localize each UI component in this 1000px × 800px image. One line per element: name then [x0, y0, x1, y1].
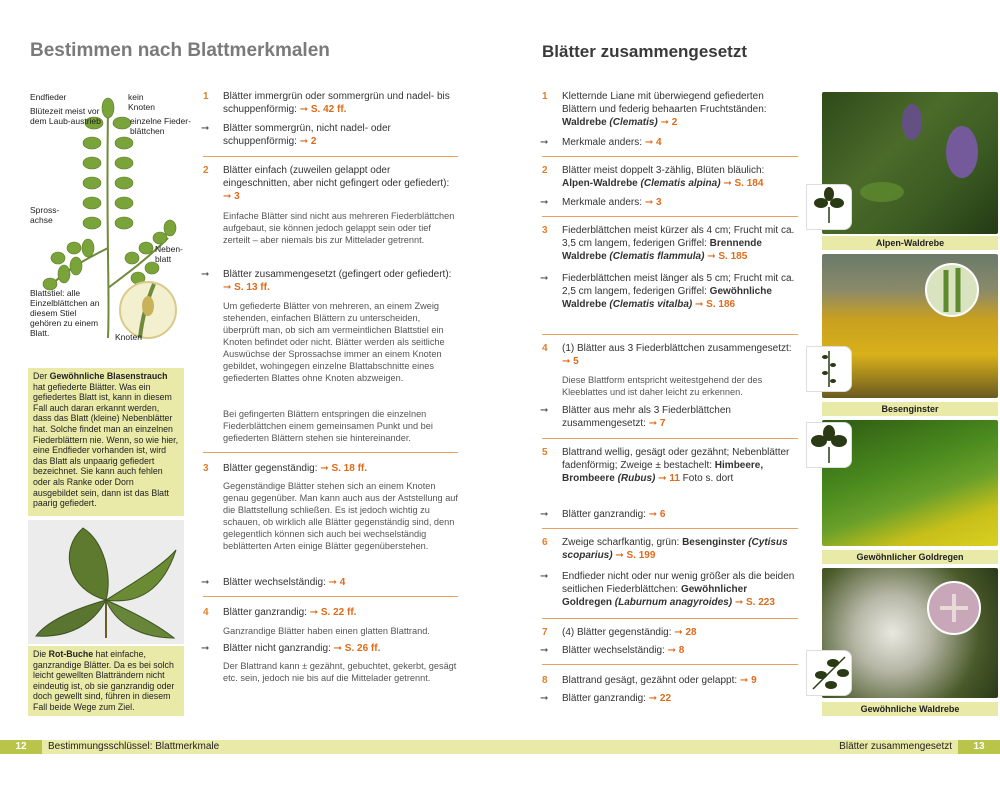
entry-text: Blätter ganzrandig:	[562, 693, 646, 704]
entry-text: Endfieder nicht oder nur wenig größer als die beiden seitlichen Fiederblättchen:	[562, 571, 795, 595]
caption-text: hat gefiederte Blätter. Was ein gefiedertes Blatt ist, kann in diesem Fall auch daran erkannt werden, dass das Blatt (kleine) Nebenblätter hat. Solche findet man an einzelnen Fiederblättern nie. Wenn, so wie hier, eine Endfieder vorhanden ist, wird das Blatt als unpaarig gefiedert bezeichnet. Sie kann auch fehlen oder als Ranke oder Dorn ausgebildet sein, dann ist das Blatt paarig gefiedert.	[33, 381, 179, 509]
entry-text: Blätter wechselständig:	[223, 577, 326, 588]
species-latin: (Rubus)	[617, 473, 656, 484]
entry-number: 3	[542, 225, 548, 236]
key-right	[542, 90, 798, 720]
divider	[203, 596, 458, 597]
divider	[542, 618, 798, 619]
entry-ref-link[interactable]: ➞ 2	[299, 136, 317, 147]
species-latin: (Cytisus scoparius)	[562, 537, 788, 561]
entry-number: 2	[203, 165, 209, 176]
entry-ref-link[interactable]: ➞ 4	[328, 577, 346, 588]
key-entry	[203, 164, 458, 204]
entry-text: Blätter immergrün oder sommergrün und nadel- bis schuppenförmig:	[223, 91, 450, 115]
key-entry	[542, 570, 798, 612]
entry-ref-link[interactable]: ➞ 3	[223, 191, 240, 202]
key-entry	[542, 508, 798, 522]
divider	[542, 334, 798, 335]
species-name: Gewöhnlicher Goldregen	[562, 584, 748, 608]
key-entry	[542, 644, 798, 658]
arrow-icon: ➞	[540, 509, 549, 520]
key-entry	[203, 642, 458, 658]
species-latin: (Clematis flammula)	[609, 251, 705, 262]
photo-caption: Gewöhnliche Waldrebe	[822, 702, 998, 716]
arrow-icon: ➞	[540, 405, 549, 416]
key-entry	[542, 674, 798, 688]
species-name: Himbeere, Brombeere	[562, 460, 764, 484]
entry-ref-link[interactable]: ➞ 6	[648, 509, 666, 520]
entry-ref-link[interactable]: ➞ 2	[660, 117, 678, 128]
entry-ref-link[interactable]: ➞ 7	[648, 418, 666, 429]
entry-ref-link[interactable]: ➞ S. 186	[695, 299, 736, 310]
photo-caption: Alpen-Waldrebe	[822, 236, 998, 250]
page-number-right: 13	[958, 740, 1000, 754]
rotbuche-photo	[28, 520, 184, 644]
species-name: Brennende Waldrebe	[562, 238, 762, 262]
entry-ref-link[interactable]: ➞ S. 223	[734, 597, 775, 608]
entry-text: Foto s. dort	[682, 473, 734, 484]
entry-number: 6	[542, 537, 548, 548]
leaf-icon-tab	[806, 184, 852, 230]
divider	[542, 664, 798, 665]
entry-ref-link[interactable]: ➞ S. 199	[615, 550, 656, 561]
entry-text: Blätter ganzrandig:	[562, 509, 646, 520]
label-sprossachse: Spross-achse	[30, 205, 60, 225]
key-entry	[203, 268, 458, 298]
species-name: Besenginster	[682, 537, 746, 548]
arrow-icon: ➞	[201, 123, 210, 134]
key-entry	[203, 462, 458, 478]
divider	[203, 156, 458, 157]
entry-ref-link[interactable]: ➞ 11	[658, 473, 680, 484]
trifoliate-leaf-icon	[807, 185, 851, 229]
entry-text: Fiederblättchen meist länger als 5 cm; Frucht mit ca. 2,5 cm langem, federigen Griffel:	[562, 273, 795, 297]
species-latin: (Laburnum anagyroides)	[614, 597, 733, 608]
divider	[542, 438, 798, 439]
key-entry	[203, 606, 458, 622]
key-entry	[542, 446, 798, 502]
entry-text: Blätter ganzrandig:	[223, 607, 307, 618]
species-name: Alpen-Waldrebe	[562, 178, 638, 189]
entry-ref-link[interactable]: ➞ S. 18 ff.	[320, 463, 368, 474]
key-entry	[542, 404, 798, 432]
entry-ref-link[interactable]: ➞ 8	[667, 645, 685, 656]
entry-text: Blattrand gesägt, gezähnt oder gelappt:	[562, 675, 738, 686]
entry-ref-link[interactable]: ➞ 28	[674, 627, 697, 638]
arrow-icon: ➞	[540, 645, 549, 656]
photo-caption: Gewöhnlicher Goldregen	[822, 550, 998, 564]
entry-number: 2	[542, 165, 548, 176]
caption-species: Gewöhnliche Blasenstrauch	[49, 371, 168, 381]
arrow-icon: ➞	[201, 643, 210, 654]
caption-text: hat einfache, ganzrandige Blätter. Da es bei solch leicht gewellten Blatträndern nicht eindeutig ist, ob sie ganzrandig oder doch gewellt sind, führen in diesem Fall beide Wege zum Ziel.	[33, 649, 175, 712]
entry-text: Merkmale anders:	[562, 137, 643, 148]
footer-section-title-right: Blätter zusammengesetzt	[839, 741, 952, 752]
entry-text: Merkmale anders:	[562, 197, 643, 208]
arrow-icon: ➞	[201, 269, 210, 280]
divider	[203, 452, 458, 453]
species-name: Gewöhnliche Waldrebe	[562, 286, 772, 310]
label-nebenblatt: Neben-blatt	[155, 244, 183, 264]
entry-description: Um gefiederte Blätter von mehreren, an einem Zweig stehenden, einfachen Blättern zu unterscheiden, überprüft man, ob sich am vermeintlichen Blattstiel ein Knoten befindet oder nicht. Blätter werden als seitliche Auswüchse der Sprossachse immer an einem Knoten gebildet, wohingegen einzelne Blattabschnitte eines gefiederten Blattes ohne Knoten abzweigen.	[223, 301, 445, 383]
entry-description: Diese Blattform entspricht weitestgehend der des Kleeblattes und ist daher leicht zu erkennen.	[562, 375, 763, 397]
entry-ref-link[interactable]: ➞ 9	[739, 675, 757, 686]
page-title-left: Bestimmen nach Blattmerkmalen	[30, 40, 330, 61]
entry-ref-link[interactable]: ➞ S. 26 ff.	[333, 643, 381, 654]
entry-text: Blätter meist doppelt 3-zählig, Blüten bläulich:	[562, 165, 765, 176]
arrow-icon: ➞	[540, 273, 549, 284]
entry-number: 7	[542, 627, 548, 638]
label-bluetezeit: Blütezeit meist vor dem Laub-austrieb	[30, 106, 101, 126]
key-entry	[203, 122, 458, 152]
key-entry	[542, 692, 798, 706]
pinnate-leaf-icon	[807, 651, 851, 695]
caption-rotbuche	[28, 646, 184, 716]
key-entry	[203, 90, 458, 120]
entry-text: Zweige scharfkantig, grün:	[562, 537, 680, 548]
entry-text: Fiederblättchen meist kürzer als 4 cm; Frucht mit ca. 3,5 cm langem, federigen Griffel:	[562, 225, 795, 249]
entry-text: Blätter wechselständig:	[562, 645, 665, 656]
key-entry	[542, 342, 798, 370]
label-einzelne-fiederblaettchen: einzelne Fieder-blättchen	[130, 116, 191, 136]
caption-pre: Die	[33, 649, 47, 659]
key-entry	[542, 536, 798, 564]
arrow-icon: ➞	[540, 197, 549, 208]
arrow-icon: ➞	[540, 571, 549, 582]
entry-description: Bei gefingerten Blättern entspringen die einzelnen Fiederblättchen einem gemeinsamen Punkt und bei gefiederten Blättern stehen sie hintereinander.	[223, 409, 433, 443]
entry-ref-link[interactable]: ➞ S. 184	[723, 178, 764, 189]
entry-description: Der Blattrand kann ± gezähnt, gebuchtet, gekerbt, gesägt etc. sein, jedoch nie bis auf die Mittelader getrennt.	[223, 661, 457, 683]
entry-text: Kletternde Liane mit überwiegend gefiederten Blättern und federig behaarten Fruchtständen:	[562, 91, 767, 115]
label-kein-knoten: kein Knoten	[128, 92, 155, 112]
key-entry	[542, 196, 798, 210]
key-entry	[203, 576, 458, 592]
caption-blasenstrauch	[28, 368, 184, 516]
leaf-icon-tab	[806, 650, 852, 696]
entry-description: Gegenständige Blätter stehen sich an einem Knoten genau gegenüber. Man kann auch aus der Aststellung auf die Blattstellung schließen. Es ist jedoch wichtig zu schauen, ob wirklich alle Blätter gegenständig sind, denn gelegentlich können sich auch bei wechselständig beblätterten Arten einige Blätter gegenüberstehen.	[223, 481, 458, 551]
label-knoten: Knoten	[115, 332, 142, 342]
key-entry	[542, 164, 798, 192]
entry-text: Blätter nicht ganzrandig:	[223, 643, 331, 654]
page-number-left: 12	[0, 740, 42, 754]
entry-description: Ganzrandige Blätter haben einen glatten Blattrand.	[223, 626, 430, 636]
entry-text: Blätter aus mehr als 3 Fiederblättchen zusammengesetzt:	[562, 405, 731, 429]
arrow-icon: ➞	[540, 693, 549, 704]
species-latin: (Clematis)	[609, 117, 658, 128]
divider	[542, 156, 798, 157]
label-blattstiel: Blattstiel: alle Einzelblättchen an diesem Stiel gehören zu einem Blatt.	[30, 288, 100, 338]
divider	[542, 216, 798, 217]
species-latin: (Clematis vitalba)	[609, 299, 693, 310]
entry-ref-link[interactable]: ➞ 3	[644, 197, 662, 208]
entry-number: 1	[542, 91, 548, 102]
key-entry	[542, 272, 798, 316]
entry-text: Blätter einfach (zuweilen gelappt oder eingeschnitten, aber nicht gefingert oder gefiedert):	[223, 165, 450, 189]
species-latin: (Clematis alpina)	[640, 178, 721, 189]
key-entry	[542, 136, 798, 150]
key-left	[203, 90, 458, 730]
entry-text: (1) Blätter aus 3 Fiederblättchen zusammengesetzt:	[562, 343, 792, 354]
caption-pre: Der	[33, 371, 48, 381]
entry-text: Blattrand wellig, gesägt oder gezähnt; Nebenblätter fadenförmig; Zweige ± bestachelt:	[562, 447, 790, 471]
entry-number: 4	[542, 343, 548, 354]
key-entry	[542, 626, 798, 640]
entry-ref-link[interactable]: ➞ S. 22 ff.	[309, 607, 357, 618]
photo-caption: Besenginster	[822, 402, 998, 416]
arrow-icon: ➞	[540, 137, 549, 148]
entry-text: Blätter zusammengesetzt (gefingert oder gefiedert):	[223, 269, 452, 280]
arrow-icon: ➞	[201, 577, 210, 588]
entry-ref-link[interactable]: ➞ 5	[562, 356, 579, 367]
label-endfieder: Endfieder	[30, 92, 67, 102]
entry-ref-link[interactable]: ➞ S. 42 ff.	[299, 104, 347, 115]
entry-number: 5	[542, 447, 548, 458]
entry-ref-link[interactable]: ➞ S. 13 ff.	[223, 282, 270, 293]
entry-ref-link[interactable]: ➞ 4	[644, 137, 662, 148]
leaf-icon-tab	[806, 346, 852, 392]
entry-number: 1	[203, 91, 209, 102]
key-entry	[542, 224, 798, 268]
entry-text: Blätter sommergrün, nicht nadel- oder schuppenförmig:	[223, 123, 391, 147]
broom-sprig-icon	[807, 347, 851, 391]
entry-description: Einfache Blätter sind nicht aus mehreren Fiederblättchen aufgebaut, sie können jedoch gelappt sein oder tief zerteilt – aber niemals bis zur Mittelader getrennt.	[223, 211, 455, 245]
species-name: Waldrebe	[562, 117, 607, 128]
caption-species: Rot-Buche	[48, 649, 94, 659]
entry-text: Blätter gegenständig:	[223, 463, 318, 474]
entry-number: 8	[542, 675, 548, 686]
entry-ref-link[interactable]: ➞ S. 185	[707, 251, 748, 262]
entry-number: 4	[203, 607, 209, 618]
leaf-icon-tab	[806, 422, 852, 468]
entry-text: (4) Blätter gegenständig:	[562, 627, 672, 638]
trifoliate-leaf-icon	[807, 423, 851, 467]
footer-section-title-left: Bestimmungsschlüssel: Blattmerkmale	[48, 741, 220, 752]
key-entry	[542, 90, 798, 132]
entry-number: 3	[203, 463, 209, 474]
entry-ref-link[interactable]: ➞ 22	[648, 693, 672, 704]
page-title-right: Blätter zusammengesetzt	[542, 42, 748, 61]
divider	[542, 528, 798, 529]
